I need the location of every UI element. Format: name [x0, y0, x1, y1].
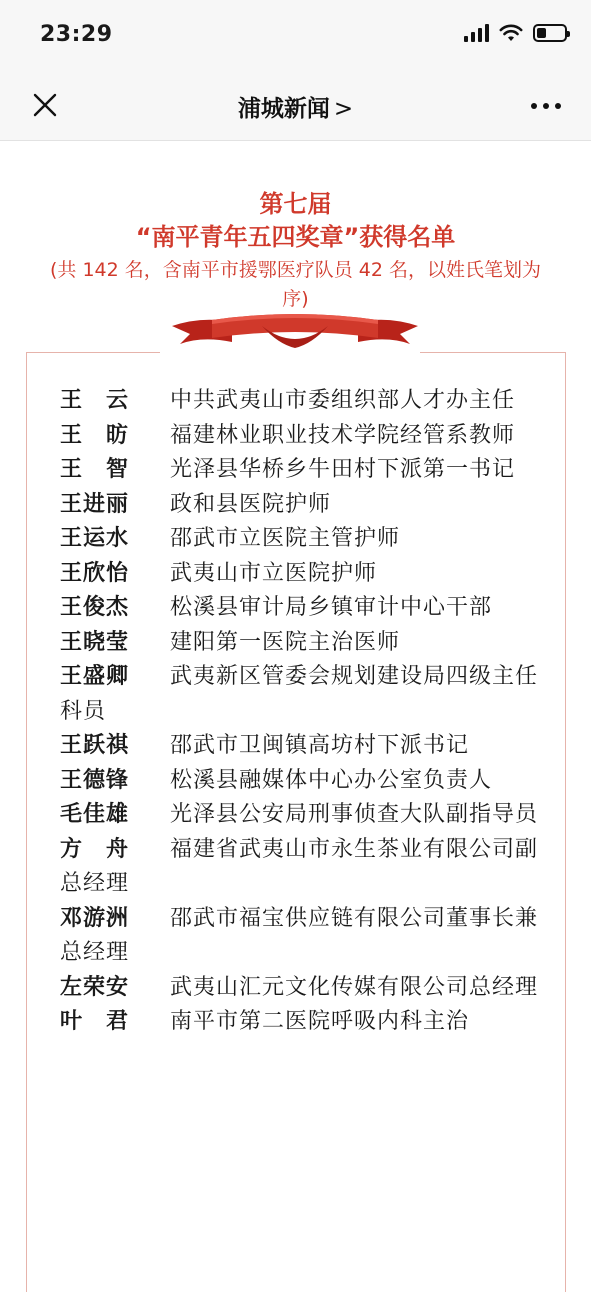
winner-description: 邵武市立医院主管护师: [170, 526, 401, 551]
winner-name: 王盛卿: [60, 664, 130, 689]
status-time: 23:29: [40, 22, 113, 47]
battery-icon: [533, 24, 567, 42]
header-title: “南平青年五四奖章”获得名单: [135, 223, 456, 251]
winner-description: 政和县医院护师: [170, 491, 332, 517]
winner-description: 福建林业职业技术学院经管系教师: [170, 422, 516, 448]
winner-description: 中共武夷山市委组织部人才办主任: [170, 388, 516, 413]
winner-name: 王德锋: [60, 767, 130, 793]
winner-description: 光泽县华桥乡牛田村下派第一书记: [170, 457, 516, 482]
list-item: [60, 419, 540, 454]
list-item: [60, 557, 540, 592]
winner-name: 邓游洲: [60, 905, 130, 931]
winner-description: 光泽县公安局刑事侦查大队副指导员: [170, 802, 539, 827]
winner-description: 松溪县融媒体中心办公室负责人: [170, 767, 493, 793]
list-item: [60, 729, 540, 764]
list-item: [60, 833, 540, 902]
winner-name: 叶 君: [60, 1009, 130, 1034]
winner-description: 南平市第二医院呼吸内科主治: [170, 1009, 470, 1034]
battery-level: [537, 28, 546, 38]
winner-name: 王 云: [60, 388, 130, 413]
winner-name: 王欣怡: [60, 560, 130, 586]
list-item: [60, 1005, 540, 1040]
winner-description: 邵武市卫闽镇高坊村下派书记: [170, 733, 470, 758]
winner-name: 毛佳雄: [60, 802, 130, 827]
list-item: [60, 522, 540, 557]
winner-name: 王俊杰: [60, 595, 130, 620]
winner-name: 左荣安: [60, 974, 130, 1000]
winner-name: 王 智: [60, 457, 130, 482]
list-item: [60, 971, 540, 1006]
winner-description: 武夷新区管委会规划建设局四级主任科员: [60, 664, 539, 724]
winner-description: 福建省武夷山市永生茶业有限公司副总经理: [60, 836, 539, 896]
winner-description: 武夷山汇元文化传媒有限公司总经理: [170, 974, 539, 1000]
status-icons: [464, 24, 567, 42]
header-subtitle: (共 142 名，含南平市援鄂医疗队员 42 名，以姓氏笔划为序): [50, 259, 542, 310]
winner-name: 方 舟: [60, 836, 130, 862]
winner-description: 建阳第一医院主治医师: [170, 629, 401, 655]
status-bar: [0, 0, 591, 70]
winner-name: 王运水: [60, 526, 130, 551]
list-item: [60, 384, 540, 419]
nav-bar: [0, 70, 591, 141]
list-item: [60, 764, 540, 799]
red-ribbon-decoration: [172, 312, 418, 354]
list-item: [60, 591, 540, 626]
list-item: [60, 488, 540, 523]
winners-list: [60, 384, 540, 1040]
winner-name: 王进丽: [60, 491, 130, 517]
winner-name: 王 昉: [60, 422, 130, 448]
list-item: [60, 626, 540, 661]
list-item: [60, 798, 540, 833]
list-item: [60, 902, 540, 971]
winner-description: 武夷山市立医院护师: [170, 560, 378, 586]
wifi-icon: [499, 24, 523, 42]
more-dots-icon[interactable]: [531, 103, 561, 109]
winner-name: 王晓莹: [60, 629, 130, 655]
winner-description: 邵武市福宝供应链有限公司董事长兼总经理: [60, 905, 539, 965]
winner-description: 松溪县审计局乡镇审计中心干部: [170, 595, 493, 620]
account-title-text: 浦城新闻: [237, 96, 330, 122]
chevron-right-icon: >: [333, 96, 354, 122]
winner-name: 王跃祺: [60, 733, 130, 758]
cellular-signal-icon: [464, 24, 489, 42]
list-item: [60, 660, 540, 729]
list-item: [60, 453, 540, 488]
article-header: [0, 188, 591, 314]
account-title[interactable]: [0, 90, 591, 123]
header-edition: 第七届: [259, 190, 332, 218]
